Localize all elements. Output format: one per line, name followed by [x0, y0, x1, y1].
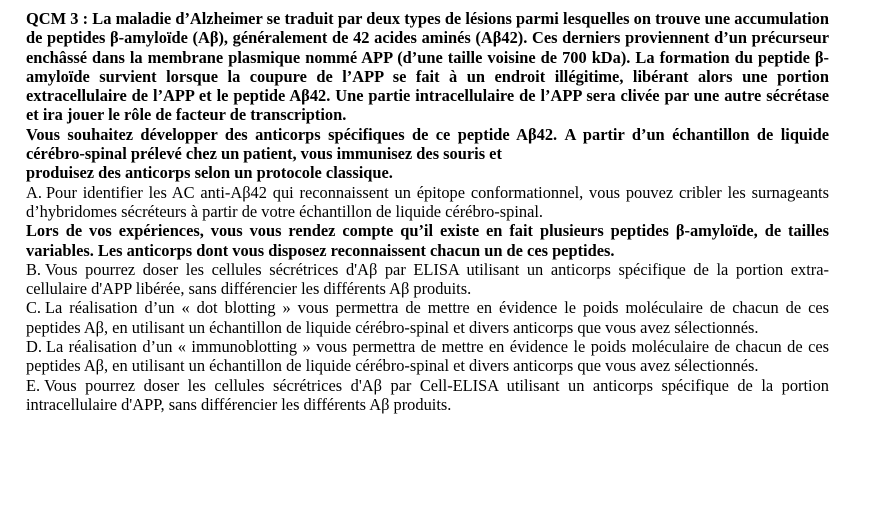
question-context-2 [26, 221, 829, 260]
question-context-2-text: Lors de vos expériences, vous vous rendez compte qu’il existe en fait plusieurs peptides β-amyloïde, de tailles variables. Les anticorps dont vous disposez reconnaissent chacun un de ces peptides. [26, 221, 829, 260]
choice-d-letter: D. [26, 337, 42, 357]
choice-a[interactable] [26, 183, 829, 222]
choice-e-letter: E. [26, 375, 41, 395]
question-document [26, 9, 829, 414]
question-context-1-line-1: Vous souhaitez développer des anticorps spécifiques de ce peptide Aβ42. A partir d’un échantillon de liquide cérébro-spinal prélevé chez un patient, vous immunisez des souris et [26, 124, 829, 164]
choice-c[interactable] [26, 298, 829, 337]
choice-d[interactable] [26, 337, 829, 376]
question-heading: QCM 3 : [26, 9, 89, 28]
choice-b-text: Vous pourrez doser les cellules sécrétrices d'Aβ par ELISA utilisant un anticorps spécifique de la portion extra-cellulaire d'APP libérée, sans différencier les différents Aβ produits. [26, 259, 829, 299]
choice-b-letter: B. [26, 259, 42, 279]
question-intro [26, 9, 829, 125]
choice-c-letter: C. [26, 298, 42, 318]
question-intro-text: La maladie d’Alzheimer se traduit par deux types de lésions parmi lesquelles on trouve une accumulation de peptides β-amyloïde (Aβ), généralement de 42 acides aminés (Aβ42). Ces derniers proviennent d’un précurseur enchâssé dans la membrane plasmique nommé APP (d’une taille voisine de 700 kDa). La formation du peptide β-amyloïde survient lorsque la coupure de l’APP se fait à un endroit illégitime, libérant alors une portion extracellulaire de l’APP et le peptide Aβ42. Une partie intracellulaire de l’APP sera clivée par une autre sécrétase et ira jouer le rôle de facteur de transcription. [26, 9, 829, 125]
question-context-1 [26, 125, 829, 183]
choice-d-text: La réalisation d’un « immunoblotting » vous permettra de mettre en évidence le poids moléculaire de chacun de ces peptides Aβ, en utilisant un échantillon de liquide cérébro-spinal et divers anticorps que vous avez sélectionnés. [26, 337, 829, 376]
choice-e[interactable] [26, 376, 829, 415]
question-context-1-line-2: produisez des anticorps selon un protocole classique. [26, 163, 393, 183]
choice-e-text: Vous pourrez doser les cellules sécrétrices d'Aβ par Cell-ELISA utilisant un anticorps spécifique de la portion intracellulaire d'APP, sans différencier les différents Aβ produits. [26, 375, 829, 414]
choice-a-letter: A. [26, 182, 42, 202]
choice-b[interactable] [26, 260, 829, 299]
choice-a-text: Pour identifier les AC anti-Aβ42 qui reconnaissent un épitope conformationnel, vous pouvez cribler les surnageants d’hybridomes sécréteurs à partir de votre échantillon de liquide cérébro-spinal. [26, 182, 829, 221]
choice-c-text: La réalisation d’un « dot blotting » vous permettra de mettre en évidence le poids moléculaire de chacun de ces peptides Aβ, en utilisant un échantillon de liquide cérébro-spinal et divers anticorps que vous avez sélectionnés. [26, 298, 829, 337]
